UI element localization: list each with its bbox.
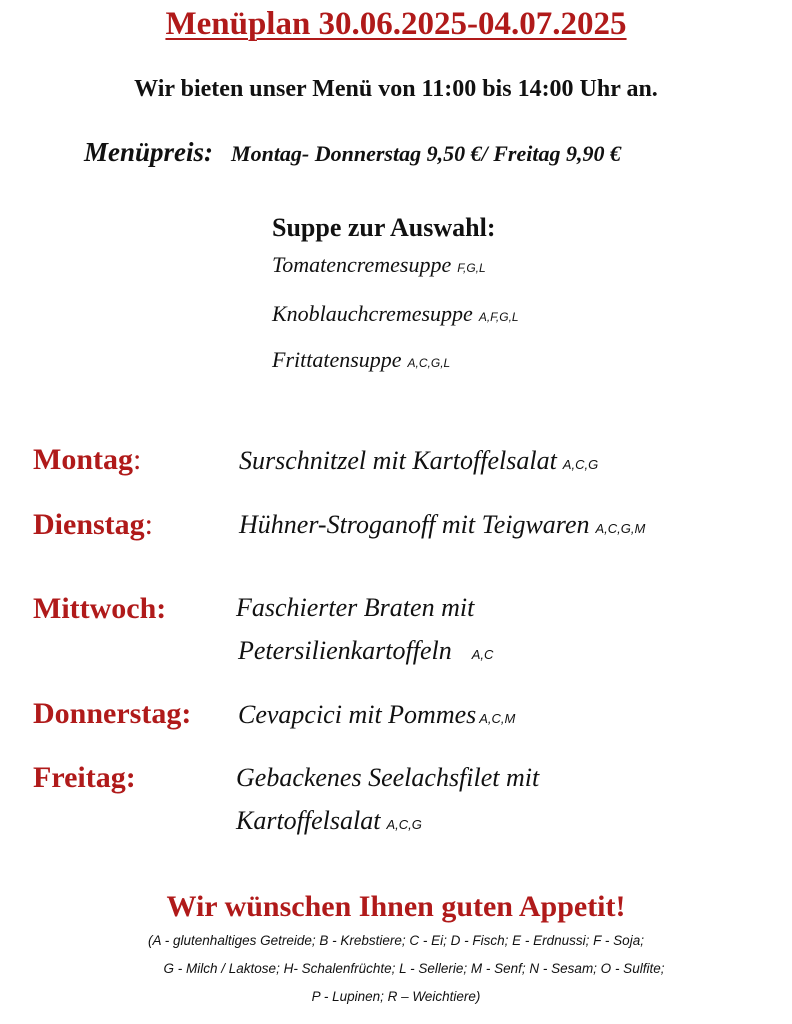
- allergen-codes: A,C: [471, 647, 494, 662]
- dish-name: Cevapcici mit Pommes: [238, 700, 477, 729]
- allergen-codes: A,C,G: [386, 817, 422, 832]
- day-label-mittwoch: [33, 592, 166, 626]
- allergen-legend-line: G - Milch / Laktose; H- Schalenfrüchte; L - Sellerie; M - Senf; N - Sesam; O - Sulfite;: [163, 961, 665, 976]
- price-value: Montag- Donnerstag 9,50 €/ Freitag 9,90 €: [231, 141, 621, 166]
- day-name: Dienstag: [33, 508, 145, 541]
- dish-name: Hühner-Stroganoff mit Teigwaren: [239, 510, 590, 539]
- dish-freitag-line1: Gebackenes Seelachsfilet mit: [236, 763, 540, 792]
- day-label-montag: [33, 443, 141, 477]
- day-name: Donnerstag:: [33, 697, 192, 730]
- soup-name: Frittatensuppe: [272, 347, 402, 372]
- soup-name: Knoblauchcremesuppe: [272, 301, 473, 326]
- dish-freitag-line2: [236, 806, 422, 836]
- allergen-codes: A,C,M: [479, 711, 516, 726]
- menu-title-text: Menüplan 30.06.2025-04.07.2025: [165, 6, 627, 42]
- soup-item: [272, 301, 519, 327]
- allergen-legend-line: P - Lupinen; R – Weichtiere): [311, 989, 481, 1004]
- soup-heading: Suppe zur Auswahl:: [272, 213, 496, 242]
- serving-hours: Wir bieten unser Menü von 11:00 bis 14:00 Uhr an.: [134, 76, 658, 102]
- dish-dienstag: [239, 510, 645, 540]
- day-label-freitag: [33, 761, 136, 795]
- day-label-donnerstag: [33, 697, 191, 731]
- allergen-codes: A,C,G,L: [407, 356, 451, 370]
- day-name: Freitag:: [33, 761, 136, 794]
- dish-name: Petersilienkartoffeln: [238, 636, 452, 665]
- soup-item: [272, 252, 486, 278]
- allergen-codes: F,G,L: [457, 261, 486, 275]
- day-colon: :: [144, 508, 154, 541]
- price-label: Menüpreis:: [84, 137, 214, 167]
- closing-wish: Wir wünschen Ihnen guten Appetit!: [166, 890, 626, 923]
- soup-name: Tomatencremesuppe: [272, 252, 452, 277]
- dish-mittwoch-line2: [238, 636, 493, 666]
- allergen-codes: A,F,G,L: [478, 310, 519, 324]
- price-line: [84, 137, 621, 168]
- dish-name: Kartoffelsalat: [236, 806, 381, 835]
- dish-name: Surschnitzel mit Kartoffelsalat: [239, 446, 557, 475]
- soup-item: [272, 347, 450, 373]
- day-label-dienstag: [33, 508, 153, 542]
- dish-mittwoch-line1: Faschierter Braten mit: [236, 593, 475, 622]
- day-colon: :: [133, 443, 142, 476]
- dish-donnerstag: [238, 700, 515, 730]
- allergen-codes: A,C,G,M: [595, 521, 646, 536]
- allergen-codes: A,C,G: [562, 457, 599, 472]
- menu-title: [0, 6, 792, 43]
- day-name: Montag: [33, 443, 133, 476]
- day-name: Mittwoch:: [33, 592, 167, 625]
- dish-montag: [239, 446, 598, 476]
- allergen-legend-line: (A - glutenhaltiges Getreide; B - Krebstiere; C - Ei; D - Fisch; E - Erdnussi; F - Soja;: [148, 933, 644, 948]
